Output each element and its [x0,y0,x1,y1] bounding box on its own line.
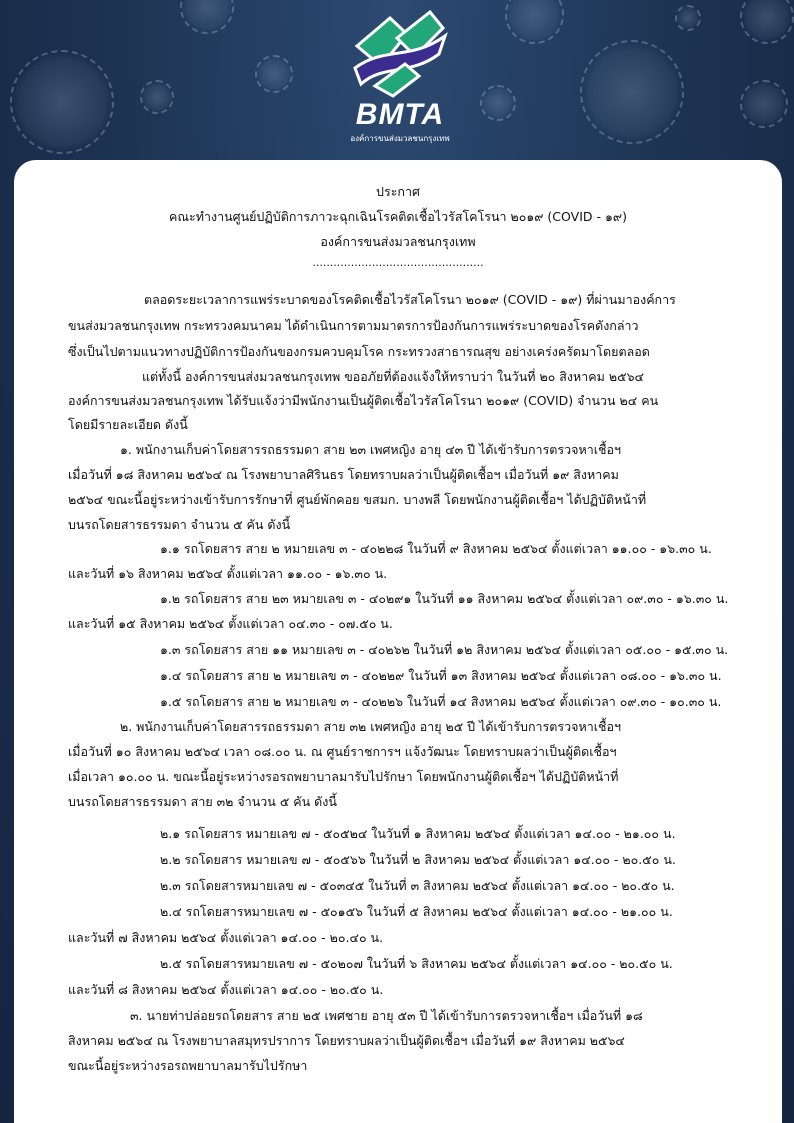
body-line: และวันที่ ๘ สิงหาคม ๒๕๖๔ ตั้งแต่เวลา ๑๔.๐๐ - ๒๐.๕๐ น. [68,982,384,997]
announcement-card [14,160,782,1123]
body-line: ขนส่งมวลชนกรุงเทพ กระทรวงคมนาคม ได้ดำเนินการตามมาตรการป้องกันการแพร่ระบาดของโรคดังกล่าว [68,318,639,333]
body-line: ๒.๑ รถโดยสาร หมายเลข ๗ - ๕๐๕๒๔ ในวันที่ ๑ สิงหาคม ๒๕๖๔ ตั้งแต่เวลา ๑๔.๐๐ - ๒๑.๐๐ น. [160,826,676,841]
body-line: ๑.๕ รถโดยสาร สาย ๒ หมายเลข ๓ - ๔๐๒๒๖ ในวันที่ ๑๔ สิงหาคม ๒๕๖๔ ตั้งแต่เวลา ๐๙.๓๐ - ๑๐.๓๐ น. [160,694,722,709]
body-line: สิงหาคม ๒๕๖๔ ณ โรงพยาบาลสมุทรปราการ โดยทราบผลว่าเป็นผู้ติดเชื้อฯ เมื่อวันที่ ๑๙ สิงหาคม ๒๕๖๔ [68,1033,625,1048]
body-line: และวันที่ ๑๕ สิงหาคม ๒๕๖๔ ตั้งแต่เวลา ๐๔.๓๐ - ๐๗.๕๐ น. [68,616,393,631]
body-line: บนรถโดยสารธรรมดา สาย ๓๒ จำนวน ๕ คัน ดังนี้ [68,794,337,809]
body-line: องค์การขนส่งมวลชนกรุงเทพ ได้รับแจ้งว่ามีพนักงานเป็นผู้ติดเชื้อไวรัสโคโรนา ๒๐๑๙ (COVID) จำนวน ๒๔ คน [68,393,659,408]
body-line: ๑.๑ รถโดยสาร สาย ๒ หมายเลข ๓ - ๔๐๒๒๘ ในวันที่ ๙ สิงหาคม ๒๕๖๔ ตั้งแต่เวลา ๑๑.๐๐ - ๑๖.๓๐ น. [160,541,712,556]
logo-subtitle: องค์การขนส่งมวลชนกรุงเทพ [350,134,450,143]
body-line: ๑. พนักงานเก็บค่าโดยสารรถธรรมดา สาย ๒๓ เพศหญิง อายุ ๔๓ ปี ได้เข้ารับการตรวจหาเชื้อฯ [120,442,622,457]
body-line: ๑.๔ รถโดยสาร สาย ๒ หมายเลข ๓ - ๔๐๒๒๙ ในวันที่ ๑๓ สิงหาคม ๒๕๖๔ ตั้งแต่เวลา ๐๘.๐๐ - ๑๖.๓๐ น. [160,668,722,683]
virus-decoration [675,5,701,31]
heading-committee: คณะทำงานศูนย์ปฏิบัติการภาวะฉุกเฉินโรคติดเชื้อไวรัสโคโรนา ๒๐๑๙ (COVID - ๑๙) [169,209,627,224]
bmta-logo [335,6,465,146]
body-line: ๓. นายท่าปล่อยรถโดยสาร สาย ๒๕ เพศชาย อายุ ๕๓ ปี ได้เข้ารับการตรวจหาเชื้อฯ เมื่อวันที่ ๑๘ [130,1008,643,1023]
heading-title: ประกาศ [376,184,420,199]
virus-decoration [10,50,114,154]
virus-decoration [740,80,788,128]
body-line: ซึ่งเป็นไปตามแนวทางปฏิบัติการป้องกันของกรมควบคุมโรค กระทรวงสาธารณสุข อย่างเคร่งครัดมาโดยตลอด [68,344,650,359]
body-line: ๒. พนักงานเก็บค่าโดยสารรถธรรมดา สาย ๓๒ เพศหญิง อายุ ๒๕ ปี ได้เข้ารับการตรวจหาเชื้อฯ [120,719,622,734]
heading-organization: องค์การขนส่งมวลชนกรุงเทพ [320,234,476,249]
body-line: ๒.๔ รถโดยสารหมายเลข ๗ - ๕๐๑๕๖ ในวันที่ ๕ สิงหาคม ๒๕๖๔ ตั้งแต่เวลา ๑๔.๐๐ - ๒๑.๐๐ น. [160,904,673,919]
body-line: แต่ทั้งนี้ องค์การขนส่งมวลชนกรุงเทพ ขออภัยที่ต้องแจ้งให้ทราบว่า ในวันที่ ๒๐ สิงหาคม ๒๕๖๔ [142,369,644,384]
logo-text: BMTA [355,98,445,131]
body-line: ๒๕๖๔ ขณะนี้อยู่ระหว่างเข้ารับการรักษาที่ ศูนย์พักคอย ขสมก. บางพลี โดยพนักงานผู้ติดเชื้อฯ ได้ปฏิบัติหน้าที่ [68,492,647,507]
body-line: ตลอดระยะเวลาการแพร่ระบาดของโรคติดเชื้อไวรัสโคโรนา ๒๐๑๙ (COVID - ๑๙) ที่ผ่านมาองค์การ [144,292,676,307]
body-line: และวันที่ ๑๖ สิงหาคม ๒๕๖๔ ตั้งแต่เวลา ๑๑.๐๐ - ๑๖.๓๐ น. [68,566,388,581]
body-line: เมื่อวันที่ ๑๘ สิงหาคม ๒๕๖๔ ณ โรงพยาบาลศิรินธร โดยทราบผลว่าเป็นผู้ติดเชื้อฯ เมื่อวันที่ ๑๙ สิงหาคม [68,467,619,482]
virus-decoration [580,40,684,144]
heading-rule: ................................................. [312,256,484,269]
body-line: และวันที่ ๗ สิงหาคม ๒๕๖๔ ตั้งแต่เวลา ๑๔.๐๐ - ๒๐.๔๐ น. [68,930,384,945]
body-line: เมื่อวันที่ ๑๐ สิงหาคม ๒๕๖๔ เวลา ๐๘.๐๐ น. ณ ศูนย์ราชการฯ แจ้งวัฒนะ โดยทราบผลว่าเป็นผู้ติดเชื้อฯ [68,744,617,759]
virus-decoration [480,85,516,121]
body-line: โดยมีรายละเอียด ดังนี้ [68,417,188,432]
body-line: ๑.๓ รถโดยสาร สาย ๑๑ หมายเลข ๓ - ๔๐๒๖๒ ในวันที่ ๑๒ สิงหาคม ๒๕๖๔ ตั้งแต่เวลา ๐๕.๐๐ - ๑๕.๓๐ น. [160,642,729,657]
virus-decoration [140,80,174,114]
body-line: ขณะนี้อยู่ระหว่างรอรถพยาบาลมารับไปรักษา [68,1058,308,1073]
body-line: บนรถโดยสารธรรมดา จำนวน ๕ คัน ดังนี้ [68,517,291,532]
body-line: ๒.๕ รถโดยสารหมายเลข ๗ - ๕๐๒๐๗ ในวันที่ ๖ สิงหาคม ๒๕๖๔ ตั้งแต่เวลา ๑๔.๐๐ - ๒๐.๕๐ น. [160,956,673,971]
body-line: เมื่อเวลา ๑๐.๐๐ น. ขณะนี้อยู่ระหว่างรอรถพยาบาลมารับไปรักษา โดยพนักงานผู้ติดเชื้อฯ ได้ปฏิบัติหน้าที่ [68,769,619,784]
bmta-logo-icon [335,6,465,101]
body-line: ๒.๒ รถโดยสาร หมายเลข ๗ - ๕๐๕๖๖ ในวันที่ ๒ สิงหาคม ๒๕๖๔ ตั้งแต่เวลา ๑๔.๐๐ - ๒๐.๕๐ น. [160,852,676,867]
virus-decoration [255,55,293,93]
body-line: ๑.๒ รถโดยสาร สาย ๒๓ หมายเลข ๓ - ๔๐๒๙๑ ในวันที่ ๑๑ สิงหาคม ๒๕๖๔ ตั้งแต่เวลา ๐๙.๓๐ - ๑๖.๓๐ น. [160,591,729,606]
body-line: ๒.๓ รถโดยสารหมายเลข ๗ - ๕๐๓๔๕ ในวันที่ ๓ สิงหาคม ๒๕๖๔ ตั้งแต่เวลา ๑๔.๐๐ - ๒๐.๕๐ น. [160,878,675,893]
